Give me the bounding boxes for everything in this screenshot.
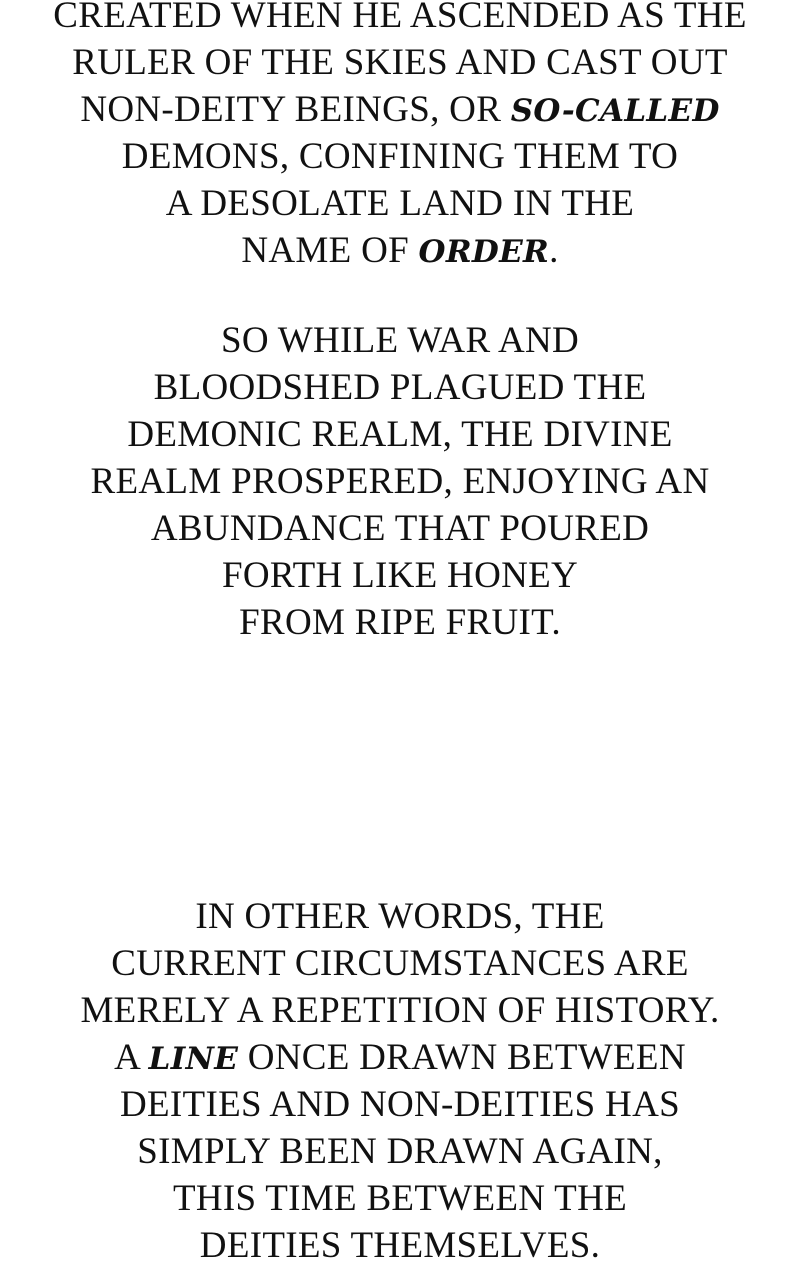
narration-line: DEMONIC REALM, THE DIVINE — [127, 414, 673, 455]
narration-line: DEITIES THEMSELVES. — [199, 1225, 601, 1266]
narration-block-1 — [0, 0, 800, 275]
emphasis-text: SO-CALLED — [510, 93, 720, 129]
narration-line: DEITIES AND NON-DEITIES HAS — [120, 1084, 680, 1125]
narration-line: CREATED WHEN HE ASCENDED AS THE — [53, 0, 747, 36]
narration-line: FROM RIPE FRUIT. — [239, 602, 561, 643]
narration-line: REALM PROSPERED, ENJOYING AN — [90, 461, 710, 502]
narration-line: NON-DEITY BEINGS, OR SO-CALLED — [80, 89, 720, 130]
narration-line: NAME OF ORDER. — [241, 230, 559, 271]
emphasis-text: LINE — [148, 1041, 239, 1077]
narration-line: SO WHILE WAR AND — [220, 320, 580, 361]
narration-line: IN OTHER WORDS, THE — [195, 896, 605, 937]
narration-line: CURRENT CIRCUMSTANCES ARE — [111, 943, 689, 984]
narration-line: RULER OF THE SKIES AND CAST OUT — [72, 42, 728, 83]
narration-line: THIS TIME BETWEEN THE — [172, 1178, 627, 1219]
narration-block-2 — [0, 318, 800, 647]
emphasis-text: ORDER — [418, 234, 550, 270]
narration-line: FORTH LIKE HONEY — [221, 555, 579, 596]
narration-line: SIMPLY BEEN DRAWN AGAIN, — [137, 1131, 663, 1172]
narration-line: ABUNDANCE THAT POURED — [150, 508, 650, 549]
narration-line: A LINE ONCE DRAWN BETWEEN — [114, 1037, 686, 1078]
narration-line: MERELY A REPETITION OF HISTORY. — [80, 990, 720, 1031]
narration-line: A DESOLATE LAND IN THE — [165, 183, 635, 224]
narration-block-3 — [0, 894, 800, 1270]
narration-line: BLOODSHED PLAGUED THE — [153, 367, 647, 408]
narration-line: DEMONS, CONFINING THEM TO — [121, 136, 679, 177]
